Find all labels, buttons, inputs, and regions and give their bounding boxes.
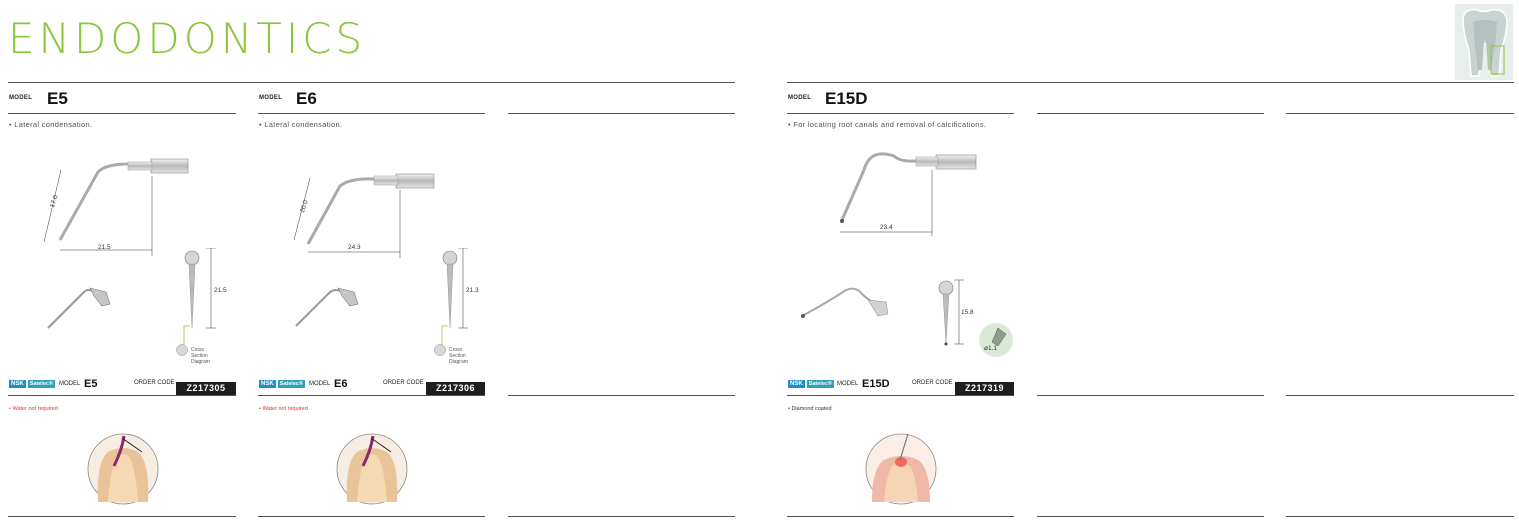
order-model-name: E6 <box>334 378 348 390</box>
nsk-badge: NSK <box>790 381 803 387</box>
order-code: Z217305 <box>176 382 236 395</box>
tip-photo-e5 <box>44 280 116 332</box>
cross-section-icon <box>433 343 447 357</box>
model-label: MODEL <box>9 95 33 101</box>
product-description: • Lateral condensation. <box>9 120 93 129</box>
tip-photo-e15d <box>798 282 892 322</box>
model-name: E15D <box>825 89 868 108</box>
tooth-illustration-e15d <box>864 432 938 506</box>
order-model-label: MODEL <box>837 381 859 387</box>
usage-note: • Water not required <box>259 406 308 412</box>
dim-width: 24.3 <box>348 244 361 251</box>
nsk-badge: NSK <box>11 381 24 387</box>
dim-side: 15.8 <box>961 309 974 316</box>
nsk-badge: NSK <box>261 381 274 387</box>
usage-note: • Water not required <box>9 406 58 412</box>
cross-section-label: Cross Section Diagram <box>449 347 468 365</box>
satelec-badge: Satelec® <box>29 381 53 387</box>
model-name: E5 <box>47 89 68 108</box>
dim-length: 20.0 <box>299 199 310 214</box>
order-model-name: E15D <box>862 378 890 390</box>
cross-section-icon <box>175 343 189 357</box>
usage-note: • Diamond coated <box>788 406 832 412</box>
tip-drawing-e5 <box>36 150 196 262</box>
product-description: • For locating root canals and removal of calcifications. <box>788 120 987 129</box>
dim-length: 17.0 <box>49 194 60 209</box>
order-code: Z217319 <box>955 382 1014 395</box>
tooth-logo-icon <box>1455 4 1513 80</box>
model-label: MODEL <box>788 95 812 101</box>
diamond-tip-magnified-icon <box>978 322 1014 358</box>
satelec-badge: Satelec® <box>808 381 832 387</box>
tip-drawing-e15d <box>830 150 980 240</box>
dim-width: 23.4 <box>880 224 893 231</box>
model-label: MODEL <box>259 95 283 101</box>
order-code-label: ORDER CODE <box>383 380 424 386</box>
tip-photo-e6 <box>292 280 364 332</box>
tooth-illustration-e5 <box>86 432 160 506</box>
product-description: • Lateral condensation. <box>259 120 343 129</box>
dim-width: 21.5 <box>98 244 111 251</box>
order-model-label: MODEL <box>309 381 331 387</box>
page-title: ENDODONTICS <box>8 14 367 63</box>
tip-drawing-e6 <box>290 160 450 260</box>
dim-side: 21.5 <box>214 287 227 294</box>
satelec-badge: Satelec® <box>279 381 303 387</box>
order-code-label: ORDER CODE <box>912 380 953 386</box>
order-model-name: E5 <box>84 378 98 390</box>
dim-side: 21.3 <box>466 287 479 294</box>
cross-section-label: Cross Section Diagram <box>191 347 210 365</box>
tooth-illustration-e6 <box>335 432 409 506</box>
order-code: Z217306 <box>426 382 485 395</box>
dim-diameter: ø1.1 <box>984 345 998 352</box>
order-code-label: ORDER CODE <box>134 380 175 386</box>
model-name: E6 <box>296 89 317 108</box>
order-model-label: MODEL <box>59 381 81 387</box>
